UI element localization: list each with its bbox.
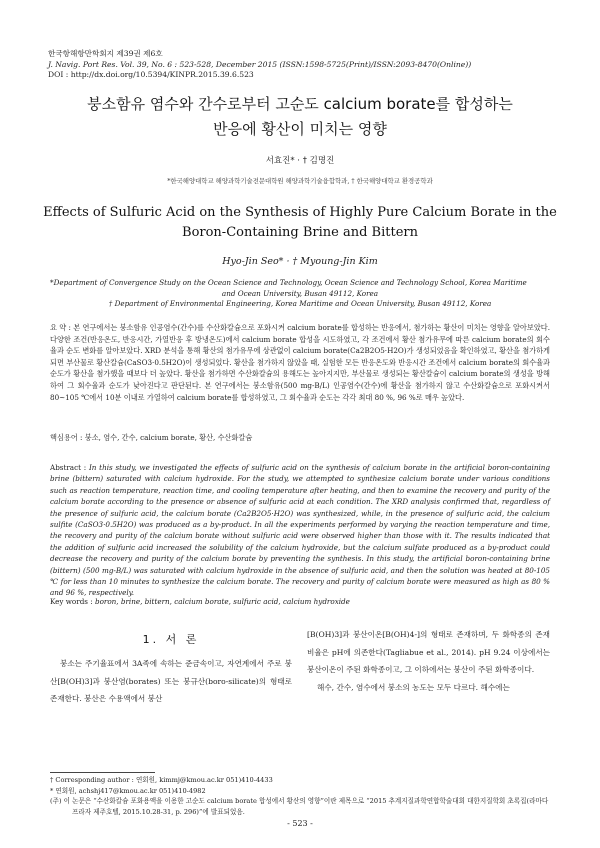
title-en-line1: Effects of Sulfuric Acid on the Synthesis of Highly Pure Calcium Borate in the: [43, 205, 557, 220]
title-ko-line2: 반응에 황산이 미치는 영향: [213, 120, 387, 138]
abstract-ko: [50, 322, 550, 403]
page-number: - 523 -: [287, 819, 313, 828]
authors-ko: 서효진* · † 김명진: [265, 156, 335, 166]
affiliations-en: [50, 278, 550, 310]
keywords-ko: [50, 433, 550, 443]
intro-paragraph-1: 붕소는 주기율표에서 3A족에 속하는 준금속이고, 자연계에서 주로 붕산[B(OH)3]과 붕산염(borates) 또는 붕규산(boro-silicate)의 형태로 존재한다. 붕산은 수용액에서 붕산: [50, 659, 292, 704]
body-column-right: [307, 626, 550, 696]
authors-en: Hyo-Jin Seo* · † Myoung-Jin Kim: [222, 256, 378, 267]
affiliations-ko: *한국해양대학교 해양과학기술전문대학원 해양과학기술융합학과, † 한국해양대학교 환경공학과: [167, 177, 433, 185]
footnote-rule: [50, 772, 155, 773]
paper-title-ko: [40, 92, 560, 142]
footnote-member: * 연회원, achshj417@kmou.ac.kr 051)410-4982: [50, 786, 206, 795]
affiliation-1-line2: and Ocean University, Busan 49112, Korea: [221, 288, 379, 298]
body-column-left: [50, 655, 292, 708]
footnote-corresponding: † Corresponding author : 연회원, kimmj@kmou.ac.kr 051)410-4433: [50, 776, 273, 784]
keywords-en-text: boron, brine, bittern, calcium borate, sulfuric acid, calcium hydroxide: [94, 597, 350, 606]
section-heading-introduction: 1. 서 론: [142, 633, 200, 646]
affiliation-2: † Department of Environmental Engineering, Korea Maritime and Ocean University, Busan 49112, Korea: [108, 299, 492, 308]
intro-paragraph-1-cont: [B(OH)3]과 붕산이온[B(OH)4-]의 형태로 존재하며, 두 화학종의 존재비율은 pH에 의존한다(Tagliabue et al., 2014). pH 9.24 이상에서는 붕산이온이 주된 화학종이고, 그 이하에서는 붕산이 주된 화학종이다.: [307, 630, 550, 675]
journal-header: [48, 49, 568, 81]
abstract-en-text: In this study, we investigated the effects of sulfuric acid on the synthesis of calcium borate in the artificial boron-containing brine (bittern) saturated with calcium hydroxide. For the study, we attempted to synthesize calcium borate under various conditions such as reaction temperature, reaction time, and cooling temperature after heating, and then to examine the recovery and purity of the calcium borate according to the presence or absence of sulfuric acid at each condition. The XRD analysis confirmed that, regardless of the presence of sulfuric acid, the calcium borate (Ca2B2O5·H2O) was synthesized, while, in the presence of sulfuric acid, the calcium sulfite (CaSO3·0.5H2O) was produced as a by-product. In all the experiments performed by varying the reaction temperature and time, the recovery and purity of the calcium borate without sulfuric acid were observed higher than those with it. The results indicated that the addition of sulfuric acid increased the solubility of the calcium hydroxide, but the calcium sulfate produced as a by-product could decrease the recovery and purity of the calcium borate by preventing the synthesis. In this study, the artificial boron-containing brine (bittern) (500 mg-B/L) was saturated with calcium hydroxide in the absence of sulfuric acid, and then the solution was heated at 80-105 ℃ for less than 10 minutes to synthesize the calcium borate. The recovery and purity of calcium borate were measured as high as 80 % and 96 %, respectively.: [50, 463, 550, 598]
abstract-en: [50, 462, 550, 599]
abstract-ko-text: 본 연구에서는 붕소함유 인공염수(간수)를 수산화칼슘으로 포화시켜 calcium borate를 합성하는 반응에서, 첨가하는 황산이 미치는 영향을 알아보았다. 다양한 조건(반응온도, 반응시간, 가열반응 후 방냉온도)에서 calcium borate 합성을 시도하였고, 각 조건에서 황산 첨가유무에 따른 calcium borate의 회수율과 순도 변화를 알아보았다. XRD 분석을 통해 황산의 첨가유무에 상관없이 calcium borate(Ca2B2O5·H2O)가 생성되었음을 확인하였고, 황산을 첨가하게 되면 부산물로 황산칼슘(CaSO3·0.5H2O)이 생성되었다. 황산을 첨가하지 않았을 때, 실험한 모든 반응온도와 반응시간 조건에서 calcium borate의 회수율과 순도가 황산을 첨가했을 때보다 더 높았다. 황산을 첨가하면 수산화칼슘의 용해도는 높아지지만, 부산물로 생성되는 황산칼슘이 calcium borate의 생성을 방해하여 그 회수율과 순도가 낮아진다고 판단된다. 본 연구에서는 붕소함유(500 mg-B/L) 인공염수(간수)에 황산을 첨가하지 않고 수산화칼슘으로 포화시켜서 80~105 ℃에서 10분 이내로 가열하여 calcium borate를 합성하였고, 그 회수율과 순도는 각각 최대 80 %, 96 %로 매우 높았다.: [50, 323, 550, 402]
journal-name-ko: 한국항해항만학회지 제39권 제6호: [48, 49, 163, 58]
keywords-en: [50, 597, 550, 606]
keywords-ko-label: 핵심용어 :: [50, 433, 85, 442]
title-ko-line1: 붕소함유 염수와 간수로부터 고순도 calcium borate를 합성하는: [87, 95, 513, 113]
abstract-en-label: Abstract :: [50, 463, 89, 472]
footnote-note-label: (주): [50, 797, 64, 806]
footnote-note-text: 이 논문은 “수산화칼슘 포화용액을 이용한 고순도 calcium borate 합성에서 황산의 영향”이란 제목으로 “2015 추계지질과학연합학술대회 대한지질학회 초록집(라마다프라자 제주호텔, 2015.10.28-31, p. 296)”에 발표되었음.: [63, 797, 549, 816]
footnote-note: [50, 796, 550, 817]
title-en-line2: Boron-Containing Brine and Bittern: [182, 225, 418, 240]
affiliation-1-line1: *Department of Convergence Study on the Ocean Science and Technology, Ocean Science and Technology School, Korea Maritime: [50, 278, 527, 287]
paper-title-en: [40, 203, 560, 243]
journal-doi: DOI : http://dx.doi.org/10.5394/KINPR.2015.39.6.523: [48, 70, 254, 80]
intro-paragraph-2: 해수, 간수, 염수에서 붕소의 농도는 모두 다르다. 해수에는: [317, 682, 510, 692]
journal-citation: J. Navig. Port Res. Vol. 39, No. 6 : 523-528, December 2015 (ISSN:1598-5725(Print)/ISSN:2093-8470(Online)): [48, 59, 472, 69]
footnotes: [50, 775, 550, 817]
keywords-en-label: Key words :: [50, 597, 95, 606]
abstract-ko-label: 요 약 :: [50, 323, 74, 332]
keywords-ko-text: 붕소, 염수, 간수, calcium borate, 황산, 수산화칼슘: [84, 433, 253, 442]
